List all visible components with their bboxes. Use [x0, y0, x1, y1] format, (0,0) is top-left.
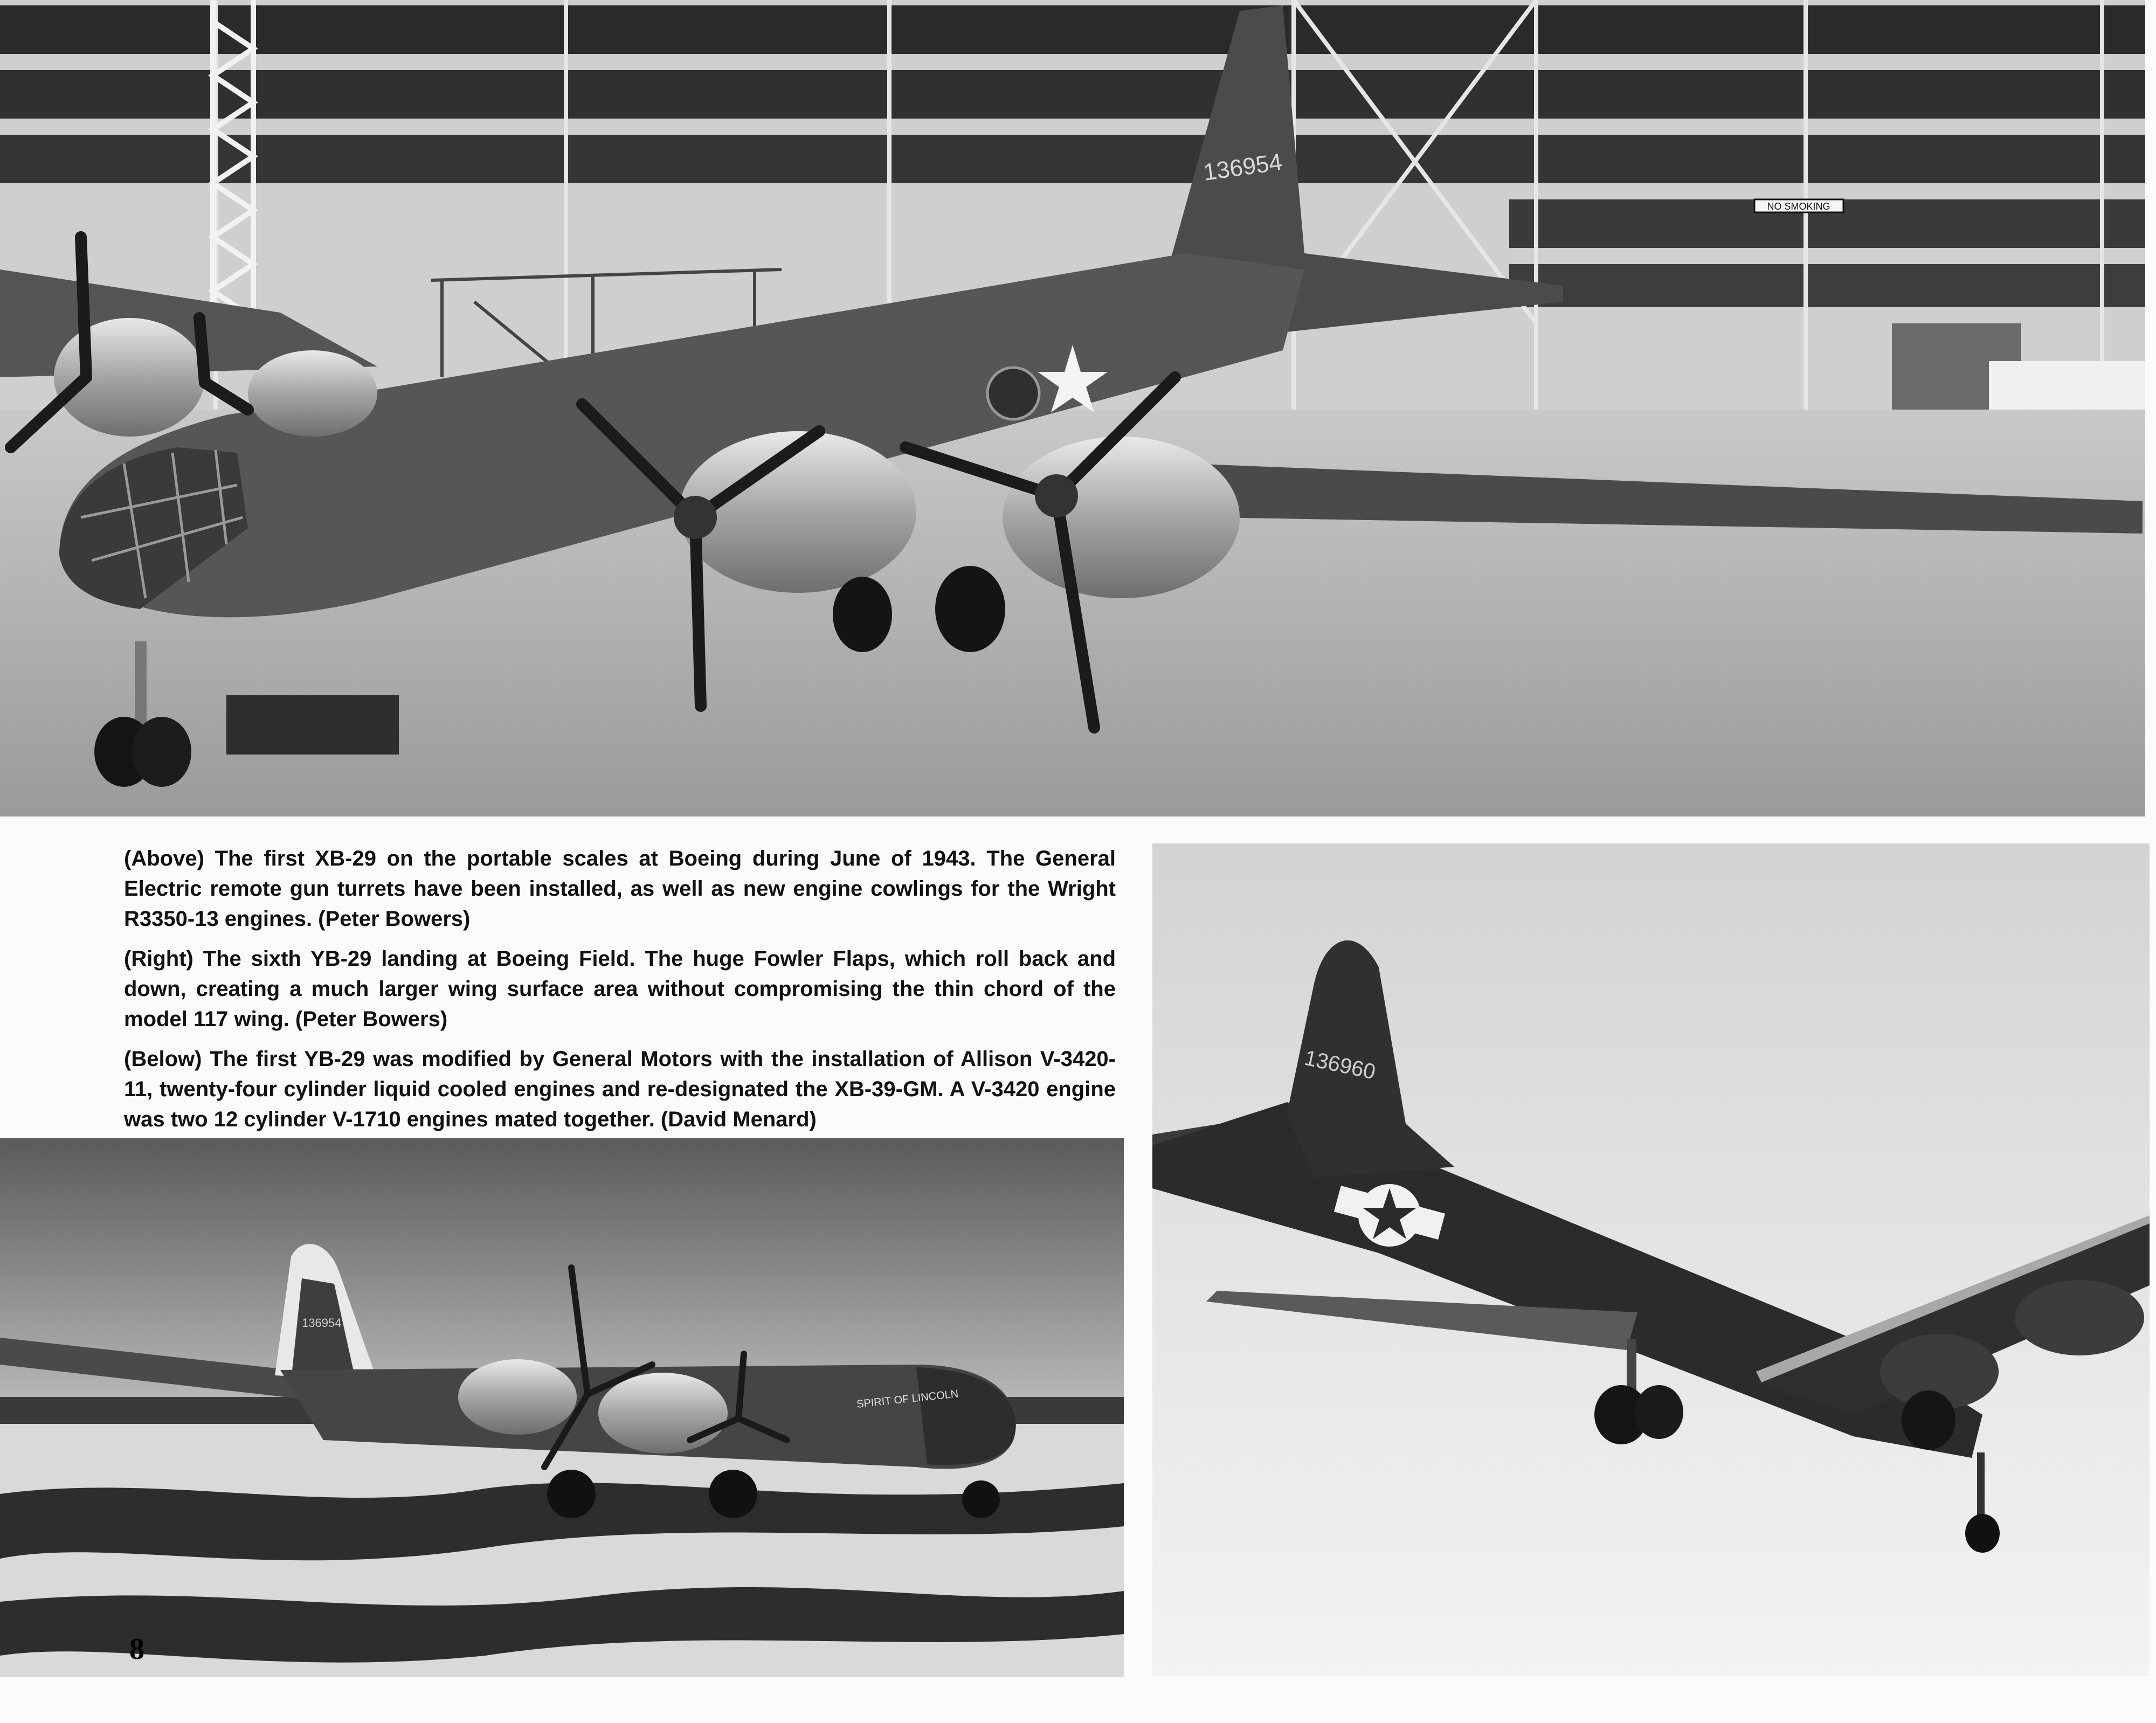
captions	[124, 843, 1116, 1144]
photo-xb39-ramp	[0, 1138, 1124, 1677]
photo-xb29-hangar	[0, 0, 2145, 816]
caption-above: (Above) The first XB-29 on the portable scales at Boeing during June of 1943. The General Electric remote gun turrets have been installed, as well as new engine cowlings for the Wright R3350-13 engines. (Peter Bowers)	[124, 847, 1116, 931]
no-smoking-sign-text: NO SMOKING	[1767, 201, 1830, 212]
tail-number-right: 136960	[1302, 1046, 1378, 1084]
page-number: 8	[129, 1632, 144, 1666]
caption-below: (Below) The first YB-29 was modified by General Motors with the installation of Allison V-3420-11, twenty-four cylinder liquid cooled engines and re-designated the XB-39-GM. A V-3420 engine was two 12 cylinder V-1710 engines mated together. (David Menard)	[124, 1047, 1116, 1131]
tail-number-top: 136954	[1201, 148, 1284, 186]
hangar-scene	[0, 0, 2145, 816]
ramp-scene	[0, 1138, 1124, 1677]
tail-number-bottom: 136954	[302, 1316, 342, 1330]
landing-scene	[1152, 843, 2150, 1676]
caption-right: (Right) The sixth YB-29 landing at Boeing Field. The huge Fowler Flaps, which roll back and down, creating a much larger wing surface area without compromising the thin chord of the model 117 wing. (Peter Bowers)	[124, 947, 1116, 1031]
nose-art: SPIRIT OF LINCOLN	[856, 1388, 959, 1410]
photo-yb29-landing	[1152, 843, 2150, 1676]
